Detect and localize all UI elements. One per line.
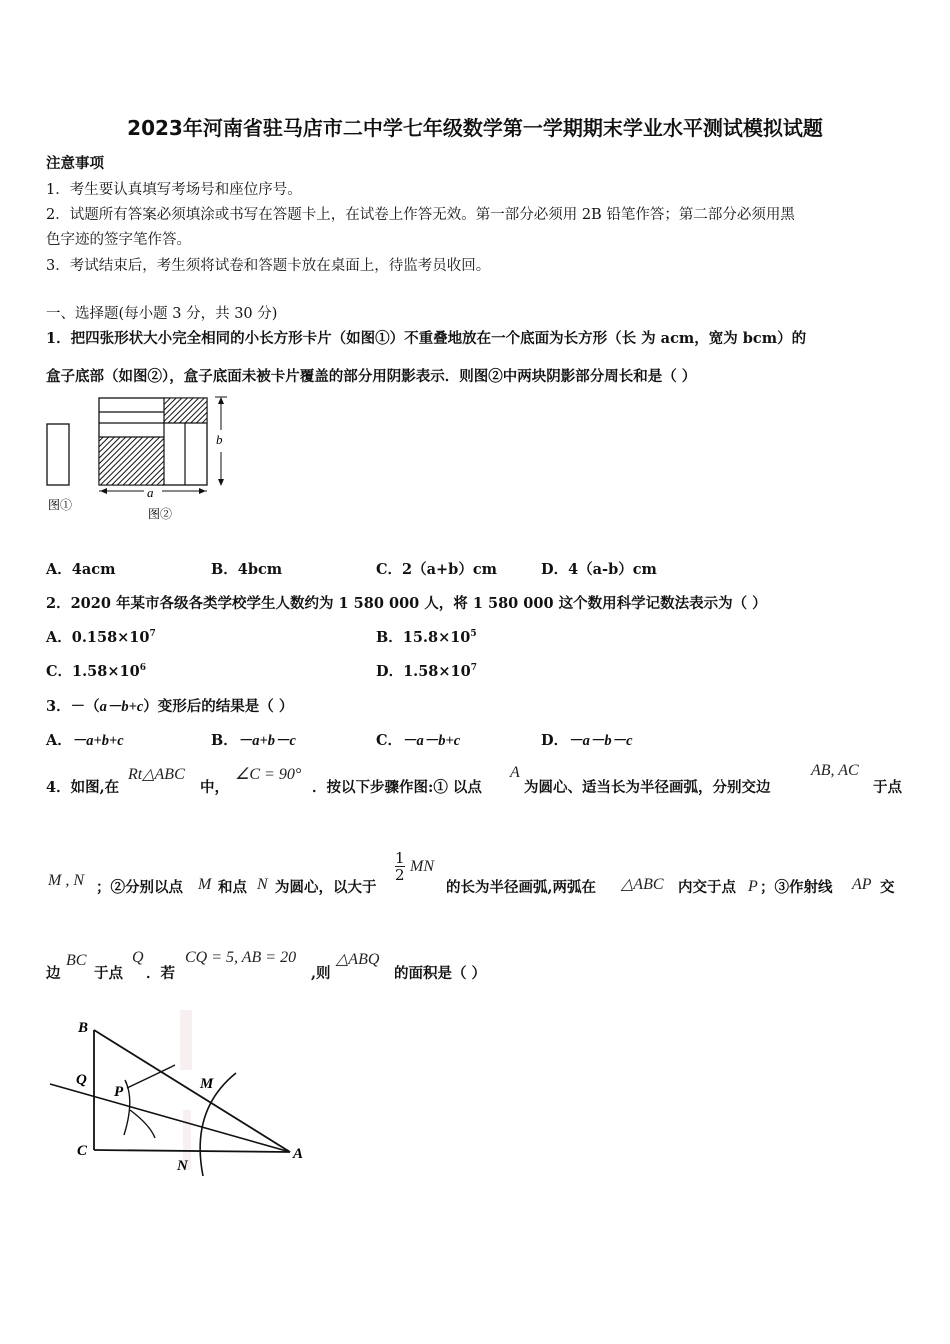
q3-option-c xyxy=(376,729,460,750)
q2-option-d-text: D．1.58×10 xyxy=(376,663,471,680)
q1-option-b: B．4bcm xyxy=(211,561,283,578)
label-m: M xyxy=(200,1076,214,1092)
notice-heading: 注意事项 xyxy=(46,155,104,172)
q4-text-3: ．按以下步骤作图:① 以点 xyxy=(312,779,482,796)
q1-option-d: D．4（a-b）cm xyxy=(541,561,657,578)
q4-text-10: 内交于点 xyxy=(678,879,736,896)
q3-stem-prefix: 3．－（ xyxy=(46,698,100,715)
q4-math-p: P xyxy=(748,878,758,895)
q2-option-c xyxy=(46,660,146,681)
q4-math-cond: CQ = 5, AB = 20 xyxy=(185,949,297,966)
fig1-label: 图① xyxy=(48,498,73,512)
arc-from-n xyxy=(124,1080,130,1135)
q3-option-b-prefix: B． xyxy=(211,732,238,749)
q3-option-a-expr: －a+b+c xyxy=(71,733,124,749)
q2-option-b xyxy=(376,626,477,647)
q4-text-12: 交 xyxy=(880,879,895,896)
label-p: P xyxy=(114,1084,124,1100)
q1-figure xyxy=(40,392,240,524)
q3-option-a-prefix: A． xyxy=(46,732,72,749)
q4-text-2: 中， xyxy=(200,779,229,796)
notice-item-3: 3．考试结束后，考生须将试卷和答题卡放在桌面上，待监考员收回。 xyxy=(46,258,491,274)
q4-math-rt: Rt△ABC xyxy=(128,766,185,783)
label-a: A xyxy=(293,1146,304,1162)
fig2-label: 图② xyxy=(148,507,173,521)
q4-frac-num: 1 xyxy=(395,849,405,867)
fig2-label-b: b xyxy=(216,432,223,447)
side-ca xyxy=(94,1150,290,1152)
q4-text-13: 边 xyxy=(46,965,61,982)
q4-text-9: 的长为半径画弧,两弧在 xyxy=(446,879,597,896)
q4-math-angle: ∠C = 90° xyxy=(235,766,302,783)
fig2-shade-top xyxy=(164,398,207,423)
q4-text-5: 于点 xyxy=(873,779,902,796)
q2-option-d xyxy=(376,660,477,681)
notice-item-1: 1．考生要认真填写考场号和座位序号。 xyxy=(46,182,302,198)
q3-option-c-prefix: C． xyxy=(376,732,403,749)
q4-text-8: 为圆心，以大于 xyxy=(275,879,377,896)
q3-option-b xyxy=(211,729,296,750)
q3-option-c-expr: －a－b+c xyxy=(402,733,461,749)
q4-frac-den: 2 xyxy=(395,866,405,884)
q4-text-16: ,则 xyxy=(311,965,331,982)
q1-option-a: A．4acm xyxy=(46,561,116,578)
q2-option-d-exp: 7 xyxy=(470,663,477,674)
page-title: 2023年河南省驻马店市二中学七年级数学第一学期期末学业水平测试模拟试题 xyxy=(127,116,823,140)
q4-text-15: ．若 xyxy=(146,965,175,982)
q4-text-14: 于点 xyxy=(94,965,123,982)
q2-option-a xyxy=(46,626,156,647)
q2-option-c-exp: 6 xyxy=(139,663,146,674)
q3-option-d-prefix: D． xyxy=(541,732,569,749)
q4-math-abac: AB, AC xyxy=(811,762,859,779)
q2-option-b-exp: 5 xyxy=(470,629,477,640)
label-b: B xyxy=(78,1020,89,1036)
q4-math-ap: AP xyxy=(852,876,872,893)
ray-ap xyxy=(50,1084,290,1152)
fig2-label-a: a xyxy=(147,485,154,500)
label-q: Q xyxy=(76,1072,87,1088)
q4-math-bc: BC xyxy=(66,952,87,969)
q1-stem-line2: 盒子底部（如图②），盒子底面未被卡片覆盖的部分用阴影表示．则图②中两块阴影部分周长和是（ ） xyxy=(46,368,697,385)
q3-option-d-expr: －a－b－c xyxy=(568,733,633,749)
q3-stem-expr: a－b+c xyxy=(99,699,144,715)
q4-math-m: M xyxy=(198,876,212,893)
q2-option-a-text: A．0.158×10 xyxy=(46,629,150,646)
q3-option-a xyxy=(46,729,124,750)
notice-item-2: 2．试题所有答案必须填涂或书写在答题卡上，在试卷上作答无效。第一部分必须用 2B 铅笔作答；第二部分必须用黑 xyxy=(46,207,795,223)
fig2-shade-bottom xyxy=(99,437,164,485)
fig1-card xyxy=(47,424,69,485)
q1-option-c: C．2（a+b）cm xyxy=(376,561,497,578)
q2-option-c-text: C．1.58×10 xyxy=(46,663,140,680)
q4-text-11: ；③作射线 xyxy=(760,879,833,896)
q2-option-b-text: B．15.8×10 xyxy=(376,629,471,646)
q2-stem: 2．2020 年某市各级各类学校学生人数约为 1 580 000 人，将 1 580 000 这个数用科学记数法表示为（ ） xyxy=(46,595,767,612)
label-n: N xyxy=(177,1158,188,1174)
q4-text-1: 4．如图,在 xyxy=(46,779,120,796)
q4-math-abq: △ABQ xyxy=(336,951,380,968)
label-c: C xyxy=(77,1143,88,1159)
q4-math-n: N xyxy=(257,876,268,893)
q4-text-6: ；②分别以点 xyxy=(96,879,183,896)
q4-math-mn: M , N xyxy=(48,872,84,889)
q3-option-b-expr: －a+b－c xyxy=(237,733,296,749)
q3-stem-suffix: ）变形后的结果是（ ） xyxy=(143,698,294,715)
q4-math-a: A xyxy=(510,764,520,781)
q1-stem-line1: 1．把四张形状大小完全相同的小长方形卡片（如图①）不重叠地放在一个底面为长方形（长 为 acm，宽为 bcm）的 xyxy=(46,330,807,347)
q4-text-7: 和点 xyxy=(218,879,247,896)
q4-math-tri: △ABC xyxy=(621,876,664,893)
q4-math-mn2: MN xyxy=(410,858,434,875)
q2-option-a-exp: 7 xyxy=(149,629,156,640)
q3-option-d xyxy=(541,729,633,750)
q4-text-4: 为圆心、适当长为半径画弧，分别交边 xyxy=(524,779,771,796)
q3-stem xyxy=(46,695,293,716)
q4-fraction xyxy=(395,850,405,883)
q4-math-q: Q xyxy=(132,949,144,966)
notice-item-2-cont: 色字迹的签字笔作答。 xyxy=(46,232,191,248)
q4-figure xyxy=(40,1010,330,1190)
section-heading: 一、选择题(每小题 3 分，共 30 分) xyxy=(46,306,278,322)
q4-text-17: 的面积是（ ） xyxy=(394,965,487,982)
arc-from-m-2 xyxy=(130,1110,155,1138)
